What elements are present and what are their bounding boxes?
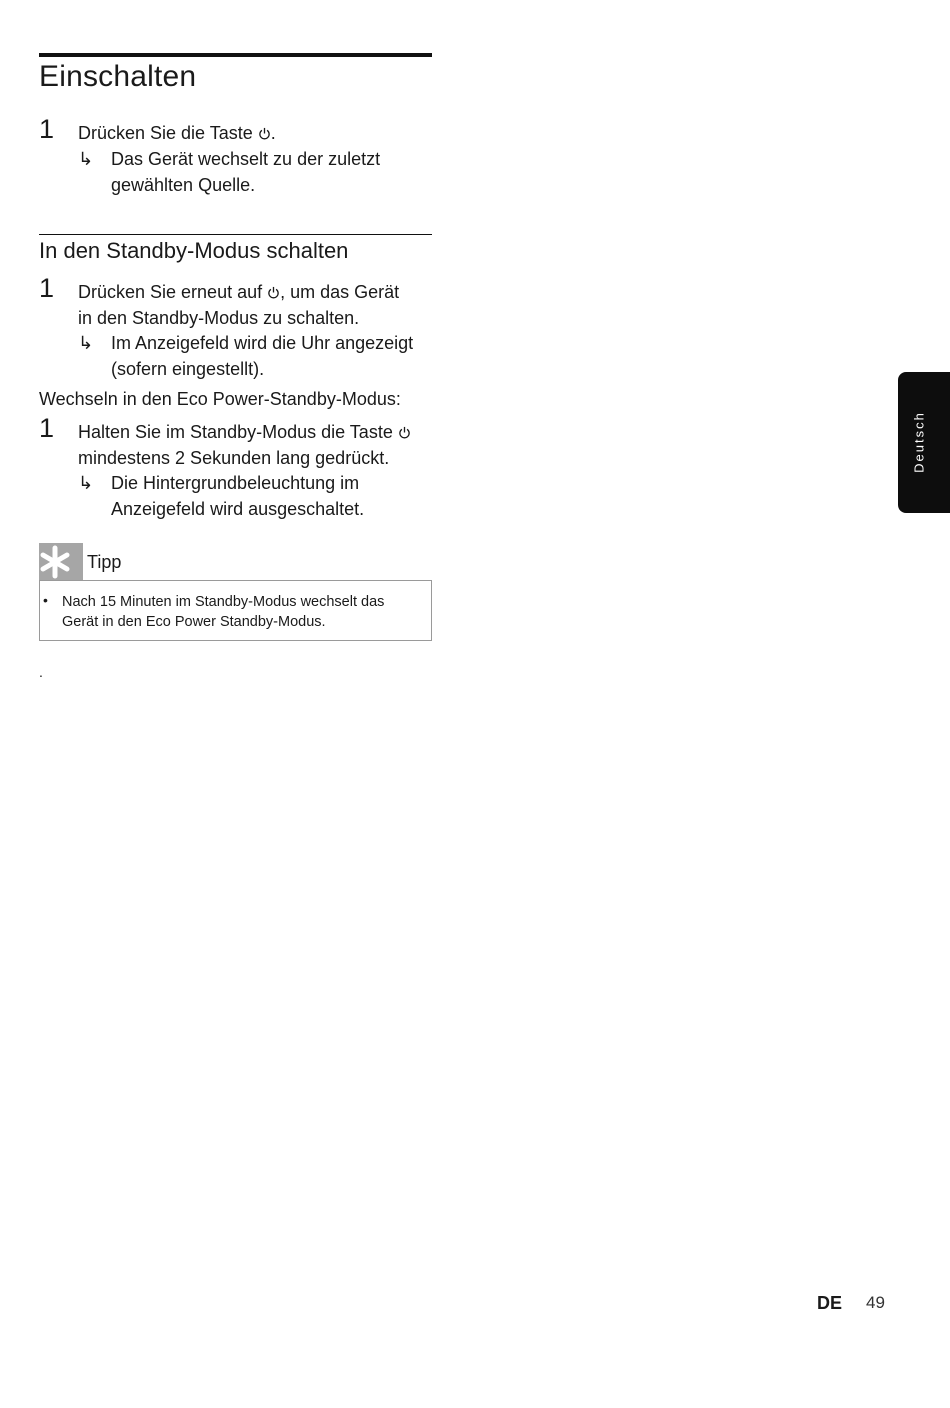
result-einschalten-1 [78,147,432,198]
heading-rule-thick [39,53,432,57]
step-standby-1 [39,273,432,331]
result-arrow-icon: ↳ [78,333,94,353]
step-text: in den Standby-Modus zu schalten. [78,307,360,328]
language-side-tab-label: Deutsch [911,411,927,473]
power-icon [398,426,411,439]
result-eco-1 [78,471,432,522]
step-eco-1 [39,413,432,471]
result-line: gewählten Quelle. [111,174,256,195]
section-heading-standby: In den Standby-Modus schalten [39,238,349,263]
page-number: 49 [866,1293,885,1312]
power-icon [258,127,271,140]
result-line: Das Gerät wechselt zu der zuletzt [111,149,381,169]
step-text: , um das Gerät [280,282,400,302]
step-text: mindestens 2 Sekunden lang gedrückt. [78,447,390,468]
footer-language: DE [817,1293,843,1313]
stray-dot: . [39,664,43,680]
step-number: 1 [39,273,55,303]
heading-rule-thin [39,234,432,235]
step-number: 1 [39,114,55,144]
tip-asterisk-icon [39,543,83,581]
step-text: Drücken Sie die Taste [78,123,253,143]
step-text: Drücken Sie erneut auf [78,282,263,302]
step-einschalten-1: 1 Drücken Sie die Taste . [39,114,276,144]
result-line: Im Anzeigefeld wird die Uhr angezeigt [111,333,414,353]
tip-bullet: • [43,592,48,608]
step-number: 1 [39,413,55,443]
result-line: Anzeigefeld wird ausgeschaltet. [111,498,365,519]
tip-text: Nach 15 Minuten im Standby-Modus wechselt das Gerät in den Eco Power Standby-Modus. [62,594,385,630]
step-text: Halten Sie im Standby-Modus die Taste [78,422,393,442]
power-icon [267,286,280,299]
section-heading-eco: Wechseln in den Eco Power-Standby-Modus: [39,389,401,409]
tip-label: Tipp [87,552,122,572]
result-standby-1 [78,331,432,382]
result-line: Die Hintergrundbeleuchtung im [111,473,360,493]
result-line: (sofern eingestellt). [111,358,265,379]
section-heading-einschalten: Einschalten [39,60,197,93]
result-arrow-icon: ↳ [78,149,94,169]
result-arrow-icon: ↳ [78,473,94,493]
